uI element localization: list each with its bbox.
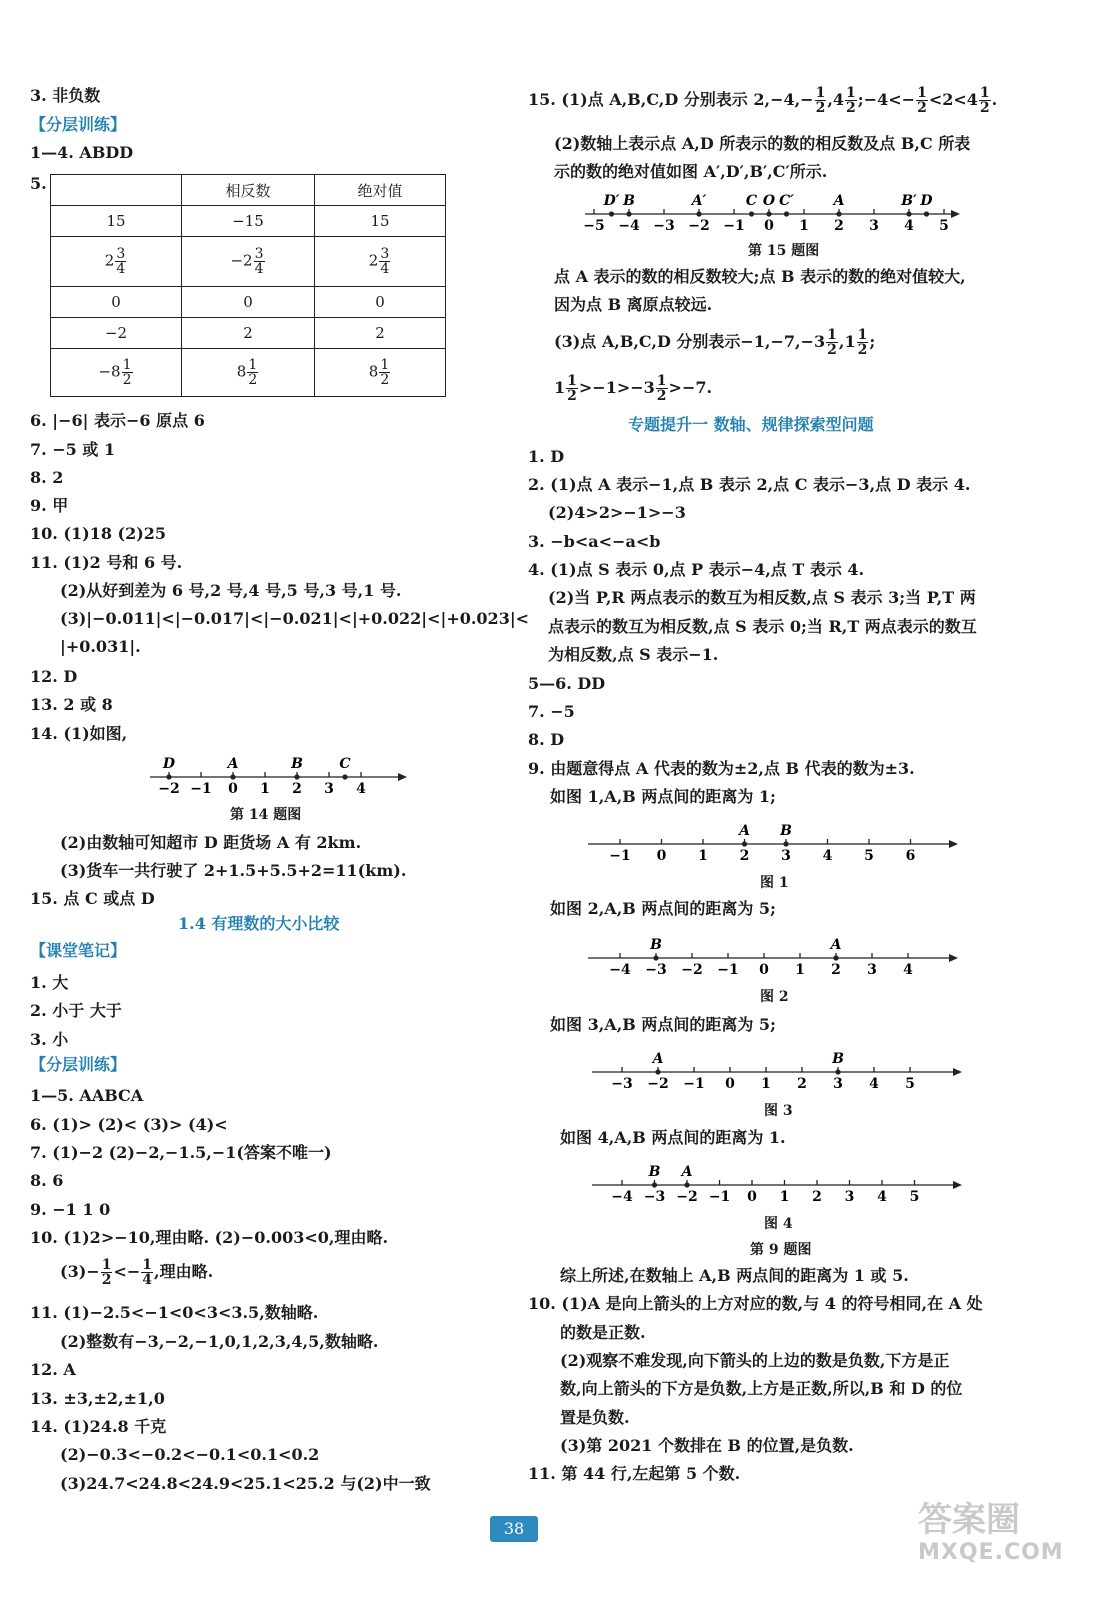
topic-answer-4-line: 为相反数,点 S 表示−1. xyxy=(548,645,719,664)
table-header: 绝对值 xyxy=(315,175,446,206)
topic-answer-10-line: (3)第 2021 个数排在 B 的位置,是负数. xyxy=(560,1436,854,1455)
answer-7: 7. (1)−2 (2)−2,−1.5,−1(答案不唯一) xyxy=(30,1143,332,1162)
answer-10-line: (3)− $\frac{1}{2}$ <− $\frac{1}{4}$ ,理由略. xyxy=(60,1257,214,1288)
topic-answer-7: 7. −5 xyxy=(528,702,575,721)
point-marker xyxy=(626,211,631,216)
topic-answer-10-line: 置是负数. xyxy=(560,1408,630,1427)
point-label: B xyxy=(648,1164,661,1180)
point-label: D′ xyxy=(603,193,620,209)
answer-10: 10. (1)18 (2)25 xyxy=(30,524,167,543)
point-marker xyxy=(294,774,299,779)
point-marker xyxy=(784,211,789,216)
figure-intro: 如图 4,A,B 两点间的距离为 1. xyxy=(560,1128,786,1147)
tick-label: 2 xyxy=(292,781,302,797)
topic-answer-10: 10. (1)A 是向上箭头的上方对应的数,与 4 的符号相同,在 A 处 xyxy=(528,1294,983,1313)
point-marker xyxy=(833,955,838,960)
answer-15: 15. 点 C 或点 D xyxy=(30,889,155,908)
tick-label: −2 xyxy=(676,1189,698,1205)
tick-label: 5 xyxy=(939,218,949,234)
tick-label: 3 xyxy=(867,962,877,978)
section-heading: 【课堂笔记】 xyxy=(30,941,127,960)
note-1: 1. 大 xyxy=(30,973,69,992)
answer-14-line: (3)24.7<24.8<24.9<25.1<25.2 与(2)中一致 xyxy=(60,1474,431,1493)
answer-11-line: (3)|−0.011|<|−0.017|<|−0.021|<|+0.022|<|+0.023|< xyxy=(60,609,530,628)
table-cell: 2 xyxy=(182,318,315,349)
answer-6: 6. |−6| 表示−6 原点 6 xyxy=(30,411,205,430)
point-marker xyxy=(230,774,235,779)
point-label: C′ xyxy=(779,193,794,209)
answer-8: 8. 6 xyxy=(30,1171,64,1190)
tick-label: 1 xyxy=(799,218,809,234)
point-label: B xyxy=(623,193,635,209)
tick-label: 1 xyxy=(779,1189,790,1205)
tick-label: 1 xyxy=(698,848,708,864)
answer-15: 15. (1)点 A,B,C,D 分别表示 2,−4,− $\frac{1}{2}$ ,4 $\frac{1}{2}$ ;−4<− $\frac{1}{2}$ <2<4 $\frac{1}{2}$ . xyxy=(528,85,998,116)
answer-1-5: 1—5. AABCA xyxy=(30,1086,144,1105)
topic-answer-11: 11. 第 44 行,左起第 5 个数. xyxy=(528,1464,741,1483)
answer-14: 14. (1)如图, xyxy=(30,724,128,743)
table-cell: 0 xyxy=(182,287,315,318)
point-marker xyxy=(742,841,747,846)
point-label: C xyxy=(745,193,758,209)
answer-9: 9. 甲 xyxy=(30,496,69,515)
tick-label: −3 xyxy=(611,1076,633,1092)
tick-label: 3 xyxy=(781,848,791,864)
table-cell: 8 $\frac{1}{2}$ xyxy=(315,349,446,397)
section-heading: 【分层训练】 xyxy=(30,1055,127,1074)
point-marker xyxy=(836,211,841,216)
tick-label: 3 xyxy=(833,1076,843,1092)
note-2: 2. 小于 大于 xyxy=(30,1001,122,1020)
tick-label: 0 xyxy=(228,781,238,797)
tick-label: 2 xyxy=(834,218,844,234)
table-cell: 15 xyxy=(315,206,446,237)
table-cell: −8 $\frac{1}{2}$ xyxy=(51,349,182,397)
figure-caption: 图 1 xyxy=(760,875,789,891)
tick-label: −2 xyxy=(647,1076,669,1092)
answer-11-line: (2)从好到差为 6 号,2 号,4 号,5 号,3 号,1 号. xyxy=(60,581,402,600)
point-label: A xyxy=(227,756,239,772)
point-label: C xyxy=(339,756,351,772)
answer-5-table xyxy=(50,174,446,397)
tick-label: 4 xyxy=(903,962,913,978)
watermark: 答案圈 MXQE.COM xyxy=(918,1500,1064,1565)
tick-label: −1 xyxy=(723,218,745,234)
tick-label: 0 xyxy=(759,962,769,978)
tick-label: −2 xyxy=(688,218,710,234)
tick-label: 2 xyxy=(831,962,841,978)
point-label: O xyxy=(762,193,776,209)
tick-label: 2 xyxy=(797,1076,807,1092)
number-line-fig4 xyxy=(590,1149,970,1209)
tick-label: 0 xyxy=(764,218,774,234)
tick-label: −4 xyxy=(611,1189,633,1205)
tick-label: 4 xyxy=(822,848,833,864)
point-marker xyxy=(609,211,614,216)
figure-caption: 第 9 题图 xyxy=(750,1242,812,1258)
answer-3: 3. 非负数 xyxy=(30,86,101,105)
tick-label: 0 xyxy=(656,848,667,864)
figure-intro: 如图 2,A,B 两点间的距离为 5; xyxy=(550,899,776,918)
answer-9: 9. −1 1 0 xyxy=(30,1200,111,1219)
point-marker xyxy=(684,1182,689,1187)
table-header xyxy=(51,175,182,206)
answer-11: 11. (1)−2.5<−1<0<3<3.5,数轴略. xyxy=(30,1303,319,1322)
table-row xyxy=(51,318,446,349)
point-marker xyxy=(906,211,911,216)
topic-answer-4-line: (2)当 P,R 两点表示的数互为相反数,点 S 表示 3;当 P,T 两 xyxy=(548,588,976,607)
page-number: 38 xyxy=(490,1516,538,1542)
tick-label: 6 xyxy=(905,848,916,864)
table-row xyxy=(51,237,446,287)
answer-15-line: (2)数轴上表示点 A,D 所表示的数的相反数及点 B,C 所表 xyxy=(554,134,971,153)
answer-11: 11. (1)2 号和 6 号. xyxy=(30,553,183,572)
figure-caption: 图 4 xyxy=(764,1216,793,1232)
note-3: 3. 小 xyxy=(30,1030,69,1049)
point-label: D xyxy=(920,193,933,209)
topic-answer-9: 9. 由题意得点 A 代表的数为±2,点 B 代表的数为±3. xyxy=(528,759,915,778)
topic-answer-9-line: 综上所述,在数轴上 A,B 两点间的距离为 1 或 5. xyxy=(560,1266,909,1285)
topic-answer-4-line: 点表示的数互为相反数,点 S 表示 0;当 R,T 两点表示的数互 xyxy=(548,617,977,636)
point-label: A′ xyxy=(691,193,707,209)
answer-15-line: 示的数的绝对值如图 A′,D′,B′,C′所示. xyxy=(554,162,828,181)
topic-answer-8: 8. D xyxy=(528,730,565,749)
topic-answer-5-6: 5—6. DD xyxy=(528,674,606,693)
answer-14: 14. (1)24.8 千克 xyxy=(30,1417,167,1436)
table-row xyxy=(51,349,446,397)
tick-label: 3 xyxy=(844,1189,855,1205)
answer-7: 7. −5 或 1 xyxy=(30,440,116,459)
table-cell: 0 xyxy=(51,287,182,318)
point-label: B′ xyxy=(901,193,917,209)
table-header: 相反数 xyxy=(182,175,315,206)
point-label: B xyxy=(291,756,303,772)
point-label: A xyxy=(833,193,845,209)
topic-answer-3: 3. −b<a<−a<b xyxy=(528,532,661,551)
topic-answer-1: 1. D xyxy=(528,447,565,466)
answer-15-line: 因为点 B 离原点较远. xyxy=(554,295,713,314)
tick-label: 3 xyxy=(324,781,334,797)
point-marker xyxy=(749,211,754,216)
answer-11-line: |+0.031|. xyxy=(60,637,141,656)
tick-label: −1 xyxy=(708,1189,731,1205)
tick-label: 2 xyxy=(739,848,750,864)
answer-13: 13. ±3,±2,±1,0 xyxy=(30,1389,165,1408)
number-line-14 xyxy=(145,750,415,806)
tick-label: −3 xyxy=(643,1189,666,1205)
section-title: 专题提升一 数轴、规律探索型问题 xyxy=(628,415,874,434)
answer-5-label: 5. xyxy=(30,174,47,193)
tick-label: −4 xyxy=(618,218,640,234)
tick-label: 4 xyxy=(877,1189,887,1205)
answer-15-line: 1 $\frac{1}{2}$ >−1>−3 $\frac{1}{2}$ >−7. xyxy=(554,373,713,404)
table-cell: 8 $\frac{1}{2}$ xyxy=(182,349,315,397)
tick-label: 0 xyxy=(725,1076,735,1092)
table-header-row xyxy=(51,175,446,206)
tick-label: −4 xyxy=(609,962,631,978)
table-cell: 15 xyxy=(51,206,182,237)
topic-answer-10-line: 数,向上箭头的下方是负数,上方是正数,所以,B 和 D 的位 xyxy=(560,1379,963,1398)
tick-label: −1 xyxy=(683,1076,705,1092)
number-line-15 xyxy=(580,186,970,238)
table-cell: 2 xyxy=(315,318,446,349)
answer-15-line: (3)点 A,B,C,D 分别表示−1,−7,−3 $\frac{1}{2}$ ,1 $\frac{1}{2}$ ; xyxy=(554,327,876,358)
table-row xyxy=(51,287,446,318)
answer-12: 12. D xyxy=(30,667,78,686)
point-marker xyxy=(783,841,788,846)
table-cell: −2 xyxy=(51,318,182,349)
answer-10: 10. (1)2>−10,理由略. (2)−0.003<0,理由略. xyxy=(30,1228,389,1247)
topic-answer-2: 2. (1)点 A 表示−1,点 B 表示 2,点 C 表示−3,点 D 表示 4. xyxy=(528,475,971,494)
tick-label: −3 xyxy=(645,962,667,978)
section-title: 1.4 有理数的大小比较 xyxy=(178,914,340,933)
tick-label: 0 xyxy=(747,1189,757,1205)
tick-label: 4 xyxy=(904,218,914,234)
point-label: A xyxy=(652,1051,664,1067)
point-label: D xyxy=(162,756,176,772)
point-label: A xyxy=(681,1164,693,1180)
figure-caption: 图 3 xyxy=(764,1103,793,1119)
table-cell: 0 xyxy=(315,287,446,318)
figure-intro: 如图 1,A,B 两点间的距离为 1; xyxy=(550,787,776,806)
point-label: A xyxy=(739,823,750,839)
answer-15-line: 点 A 表示的数的相反数较大;点 B 表示的数的绝对值较大, xyxy=(554,267,966,286)
table-cell: −2 $\frac{3}{4}$ xyxy=(182,237,315,287)
point-label: B xyxy=(780,823,792,839)
point-marker xyxy=(835,1069,840,1074)
table-cell: −15 xyxy=(182,206,315,237)
figure-caption: 图 2 xyxy=(760,989,789,1005)
point-marker xyxy=(166,774,171,779)
tick-label: −3 xyxy=(653,218,675,234)
tick-label: 1 xyxy=(795,962,805,978)
tick-label: −1 xyxy=(717,962,739,978)
tick-label: −5 xyxy=(583,218,605,234)
point-marker xyxy=(766,211,771,216)
point-marker xyxy=(342,774,347,779)
tick-label: 1 xyxy=(260,781,270,797)
tick-label: −2 xyxy=(158,781,180,797)
answer-14-line: (2)−0.3<−0.2<−0.1<0.1<0.2 xyxy=(60,1445,320,1464)
answer-12: 12. A xyxy=(30,1360,76,1379)
number-line-fig3 xyxy=(590,1036,970,1096)
point-marker xyxy=(652,1182,657,1187)
tick-label: 4 xyxy=(869,1076,879,1092)
answer-1-4: 1—4. ABDD xyxy=(30,143,134,162)
topic-answer-10-line: 的数是正数. xyxy=(560,1323,646,1342)
answer-11-line: (2)整数有−3,−2,−1,0,1,2,3,4,5,数轴略. xyxy=(60,1332,379,1351)
answer-8: 8. 2 xyxy=(30,468,64,487)
section-heading: 【分层训练】 xyxy=(30,115,127,134)
topic-answer-4: 4. (1)点 S 表示 0,点 P 表示−4,点 T 表示 4. xyxy=(528,560,865,579)
tick-label: 4 xyxy=(356,781,366,797)
answer-13: 13. 2 或 8 xyxy=(30,695,113,714)
tick-label: −2 xyxy=(681,962,703,978)
tick-label: 3 xyxy=(869,218,879,234)
tick-label: −1 xyxy=(190,781,212,797)
table-cell: 2 $\frac{3}{4}$ xyxy=(51,237,182,287)
tick-label: −1 xyxy=(609,848,631,864)
point-label: A xyxy=(830,937,842,953)
tick-label: 1 xyxy=(761,1076,771,1092)
number-line-fig1 xyxy=(586,808,966,868)
answer-14-line: (3)货车一共行驶了 2+1.5+5.5+2=11(km). xyxy=(60,861,407,880)
point-marker xyxy=(655,1069,660,1074)
tick-label: 5 xyxy=(905,1076,915,1092)
answer-14-line: (2)由数轴可知超市 D 距货场 A 有 2km. xyxy=(60,833,362,852)
point-label: B xyxy=(832,1051,844,1067)
answer-6: 6. (1)> (2)< (3)> (4)< xyxy=(30,1115,228,1134)
point-marker xyxy=(924,211,929,216)
figure-caption: 第 15 题图 xyxy=(748,243,820,259)
table-cell: 2 $\frac{3}{4}$ xyxy=(315,237,446,287)
point-label: B xyxy=(650,937,662,953)
table-row xyxy=(51,206,446,237)
point-marker xyxy=(696,211,701,216)
tick-label: 5 xyxy=(909,1189,920,1205)
figure-caption: 第 14 题图 xyxy=(230,807,302,823)
topic-answer-2-line: (2)4>2>−1>−3 xyxy=(548,503,686,522)
number-line-fig2 xyxy=(586,922,966,982)
tick-label: 5 xyxy=(864,848,874,864)
topic-answer-10-line: (2)观察不难发现,向下箭头的上边的数是负数,下方是正 xyxy=(560,1351,950,1370)
figure-intro: 如图 3,A,B 两点间的距离为 5; xyxy=(550,1015,776,1034)
point-marker xyxy=(653,955,658,960)
tick-label: 2 xyxy=(812,1189,822,1205)
